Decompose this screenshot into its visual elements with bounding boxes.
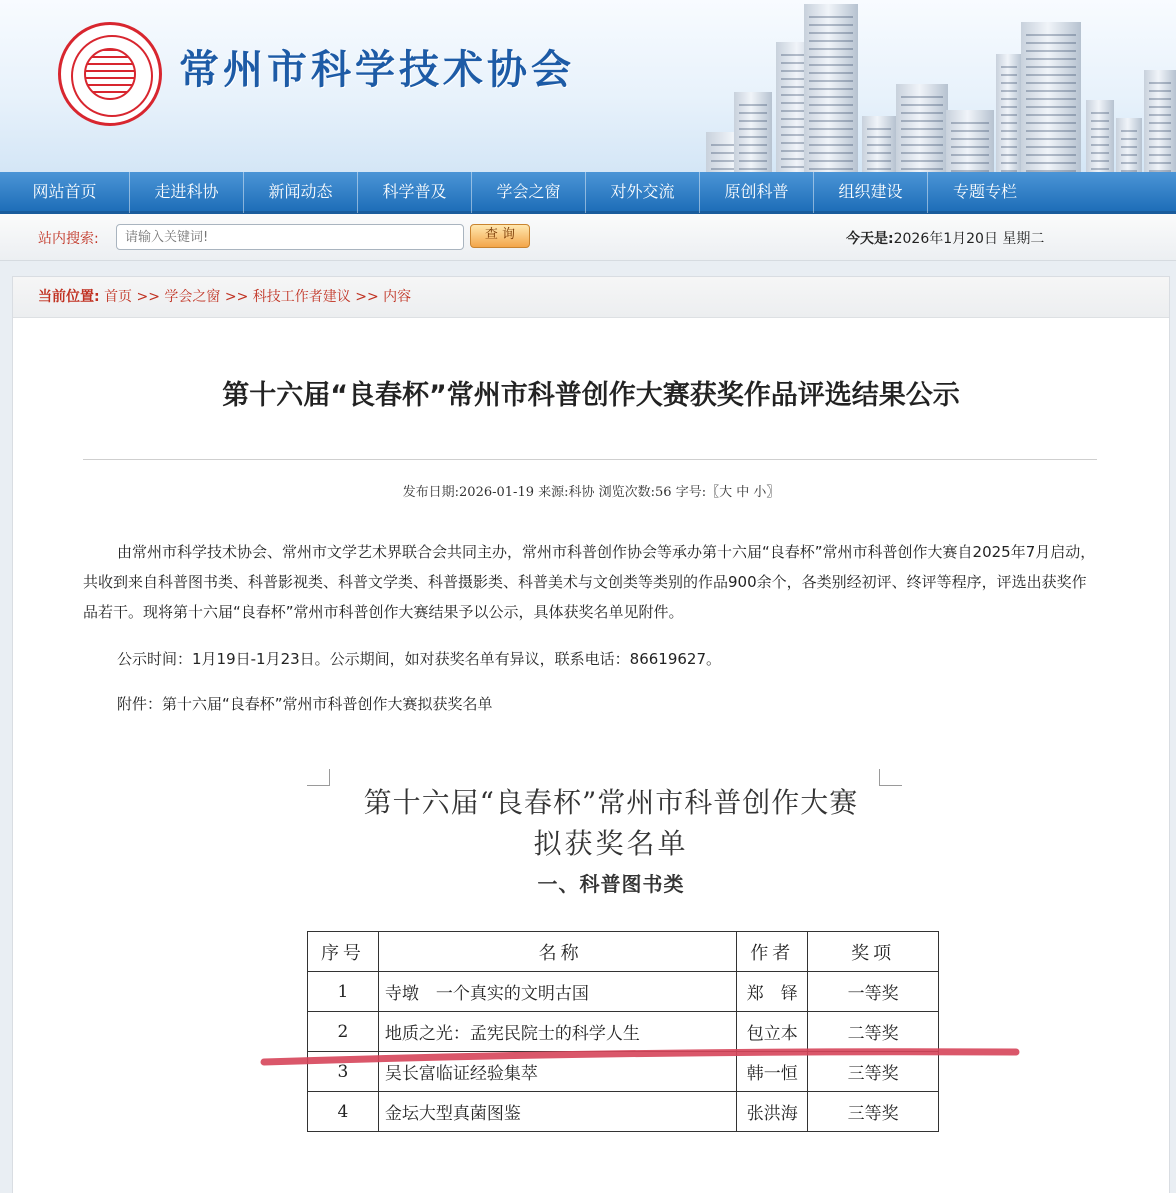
header-name: 名称 xyxy=(378,932,736,972)
cell-author: 韩一恒 xyxy=(737,1052,808,1092)
document-section-heading: 一、科普图书类 xyxy=(537,872,685,896)
city-skyline-image xyxy=(616,0,1176,172)
header-author: 作者 xyxy=(737,932,808,972)
article-title: 第十六届“良春杯”常州市科普创作大赛获奖作品评选结果公示 xyxy=(222,380,960,411)
article-meta: 发布日期:2026-01-19 来源:科协 浏览次数:56 字号:〖大 中 小〗 xyxy=(402,485,780,500)
nav-item-home[interactable]: 网站首页 xyxy=(0,171,130,213)
cell-name: 寺墩 一个真实的文明古国 xyxy=(378,972,736,1012)
article-paragraph-1: 由常州市科学技术协会、常州市文学艺术界联合会共同主办，常州市科普创作协会等承办第十六届“良春杯”常州市科普创作大赛自2025年7月启动，共收到来自科普图书类、科普影视类、科普文学类、科普摄影类、科普美术与文创类等类别的作品900余个，各类别经初评、终评等程序，评选出获奖作品若干。现将第十六届“良春杯”常州市科普创作大赛结果予以公示，具体获奖名单见附件。 xyxy=(83,543,1096,621)
nav-item-original[interactable]: 原创科普 xyxy=(700,171,814,213)
site-banner xyxy=(0,0,1176,172)
cell-award: 二等奖 xyxy=(808,1012,939,1052)
award-table xyxy=(307,931,939,1132)
cell-award: 三等奖 xyxy=(808,1052,939,1092)
cell-author: 郑 铎 xyxy=(737,972,808,1012)
nav-item-exchange[interactable]: 对外交流 xyxy=(586,171,700,213)
main-nav xyxy=(0,172,1176,214)
nav-item-organization[interactable]: 组织建设 xyxy=(814,171,928,213)
nav-item-science-popularization[interactable]: 科学普及 xyxy=(358,171,472,213)
cell-award: 三等奖 xyxy=(808,1092,939,1132)
table-row xyxy=(308,1052,939,1092)
breadcrumb-label: 当前位置: xyxy=(38,289,100,305)
cell-no: 3 xyxy=(308,1052,379,1092)
cell-no: 4 xyxy=(308,1092,379,1132)
attachment-document xyxy=(307,767,907,1187)
site-title[interactable]: 常州市科学技术协会 xyxy=(179,46,575,93)
document-title: 第十六届“良春杯”常州市科普创作大赛 xyxy=(363,786,859,819)
breadcrumb xyxy=(13,277,1169,318)
table-row xyxy=(308,1012,939,1052)
search-button[interactable]: 查 询 xyxy=(470,224,530,248)
date-label: 今天是: xyxy=(846,231,894,247)
article-attachment[interactable]: 附件：第十六届“良春杯”常州市科普创作大赛拟获奖名单 xyxy=(117,695,493,713)
header-no: 序号 xyxy=(308,932,379,972)
document-subtitle: 拟获奖名单 xyxy=(533,827,689,860)
search-label: 站内搜索: xyxy=(38,231,99,247)
search-bar xyxy=(0,214,1176,261)
search-input[interactable] xyxy=(116,224,464,250)
nav-item-societies[interactable]: 学会之窗 xyxy=(472,171,586,213)
cell-name: 金坛大型真菌图鉴 xyxy=(378,1092,736,1132)
cast-logo-icon[interactable] xyxy=(58,22,162,126)
article-paragraph-2: 公示时间：1月19日-1月23日。公示期间，如对获奖名单有异议，联系电话：86619627。 xyxy=(117,650,722,668)
today-date xyxy=(846,228,1044,248)
cell-author: 包立本 xyxy=(737,1012,808,1052)
breadcrumb-path[interactable]: 首页 >> 学会之窗 >> 科技工作者建议 >> 内容 xyxy=(104,289,412,305)
logo-globe-icon xyxy=(84,48,136,100)
cell-no: 1 xyxy=(308,972,379,1012)
article-container xyxy=(12,276,1170,1193)
cell-name: 吴长富临证经验集萃 xyxy=(378,1052,736,1092)
cell-author: 张洪海 xyxy=(737,1092,808,1132)
nav-item-about[interactable]: 走进科协 xyxy=(130,171,244,213)
nav-item-news[interactable]: 新闻动态 xyxy=(244,171,358,213)
cell-award: 一等奖 xyxy=(808,972,939,1012)
table-row xyxy=(308,972,939,1012)
header-award: 奖项 xyxy=(808,932,939,972)
nav-item-special[interactable]: 专题专栏 xyxy=(952,181,1017,201)
cell-name: 地质之光：孟宪民院士的科学人生 xyxy=(378,1012,736,1052)
table-row xyxy=(308,1092,939,1132)
title-divider xyxy=(83,459,1097,460)
table-header-row xyxy=(308,932,939,972)
cell-no: 2 xyxy=(308,1012,379,1052)
date-value: 2026年1月20日 星期二 xyxy=(893,231,1045,247)
